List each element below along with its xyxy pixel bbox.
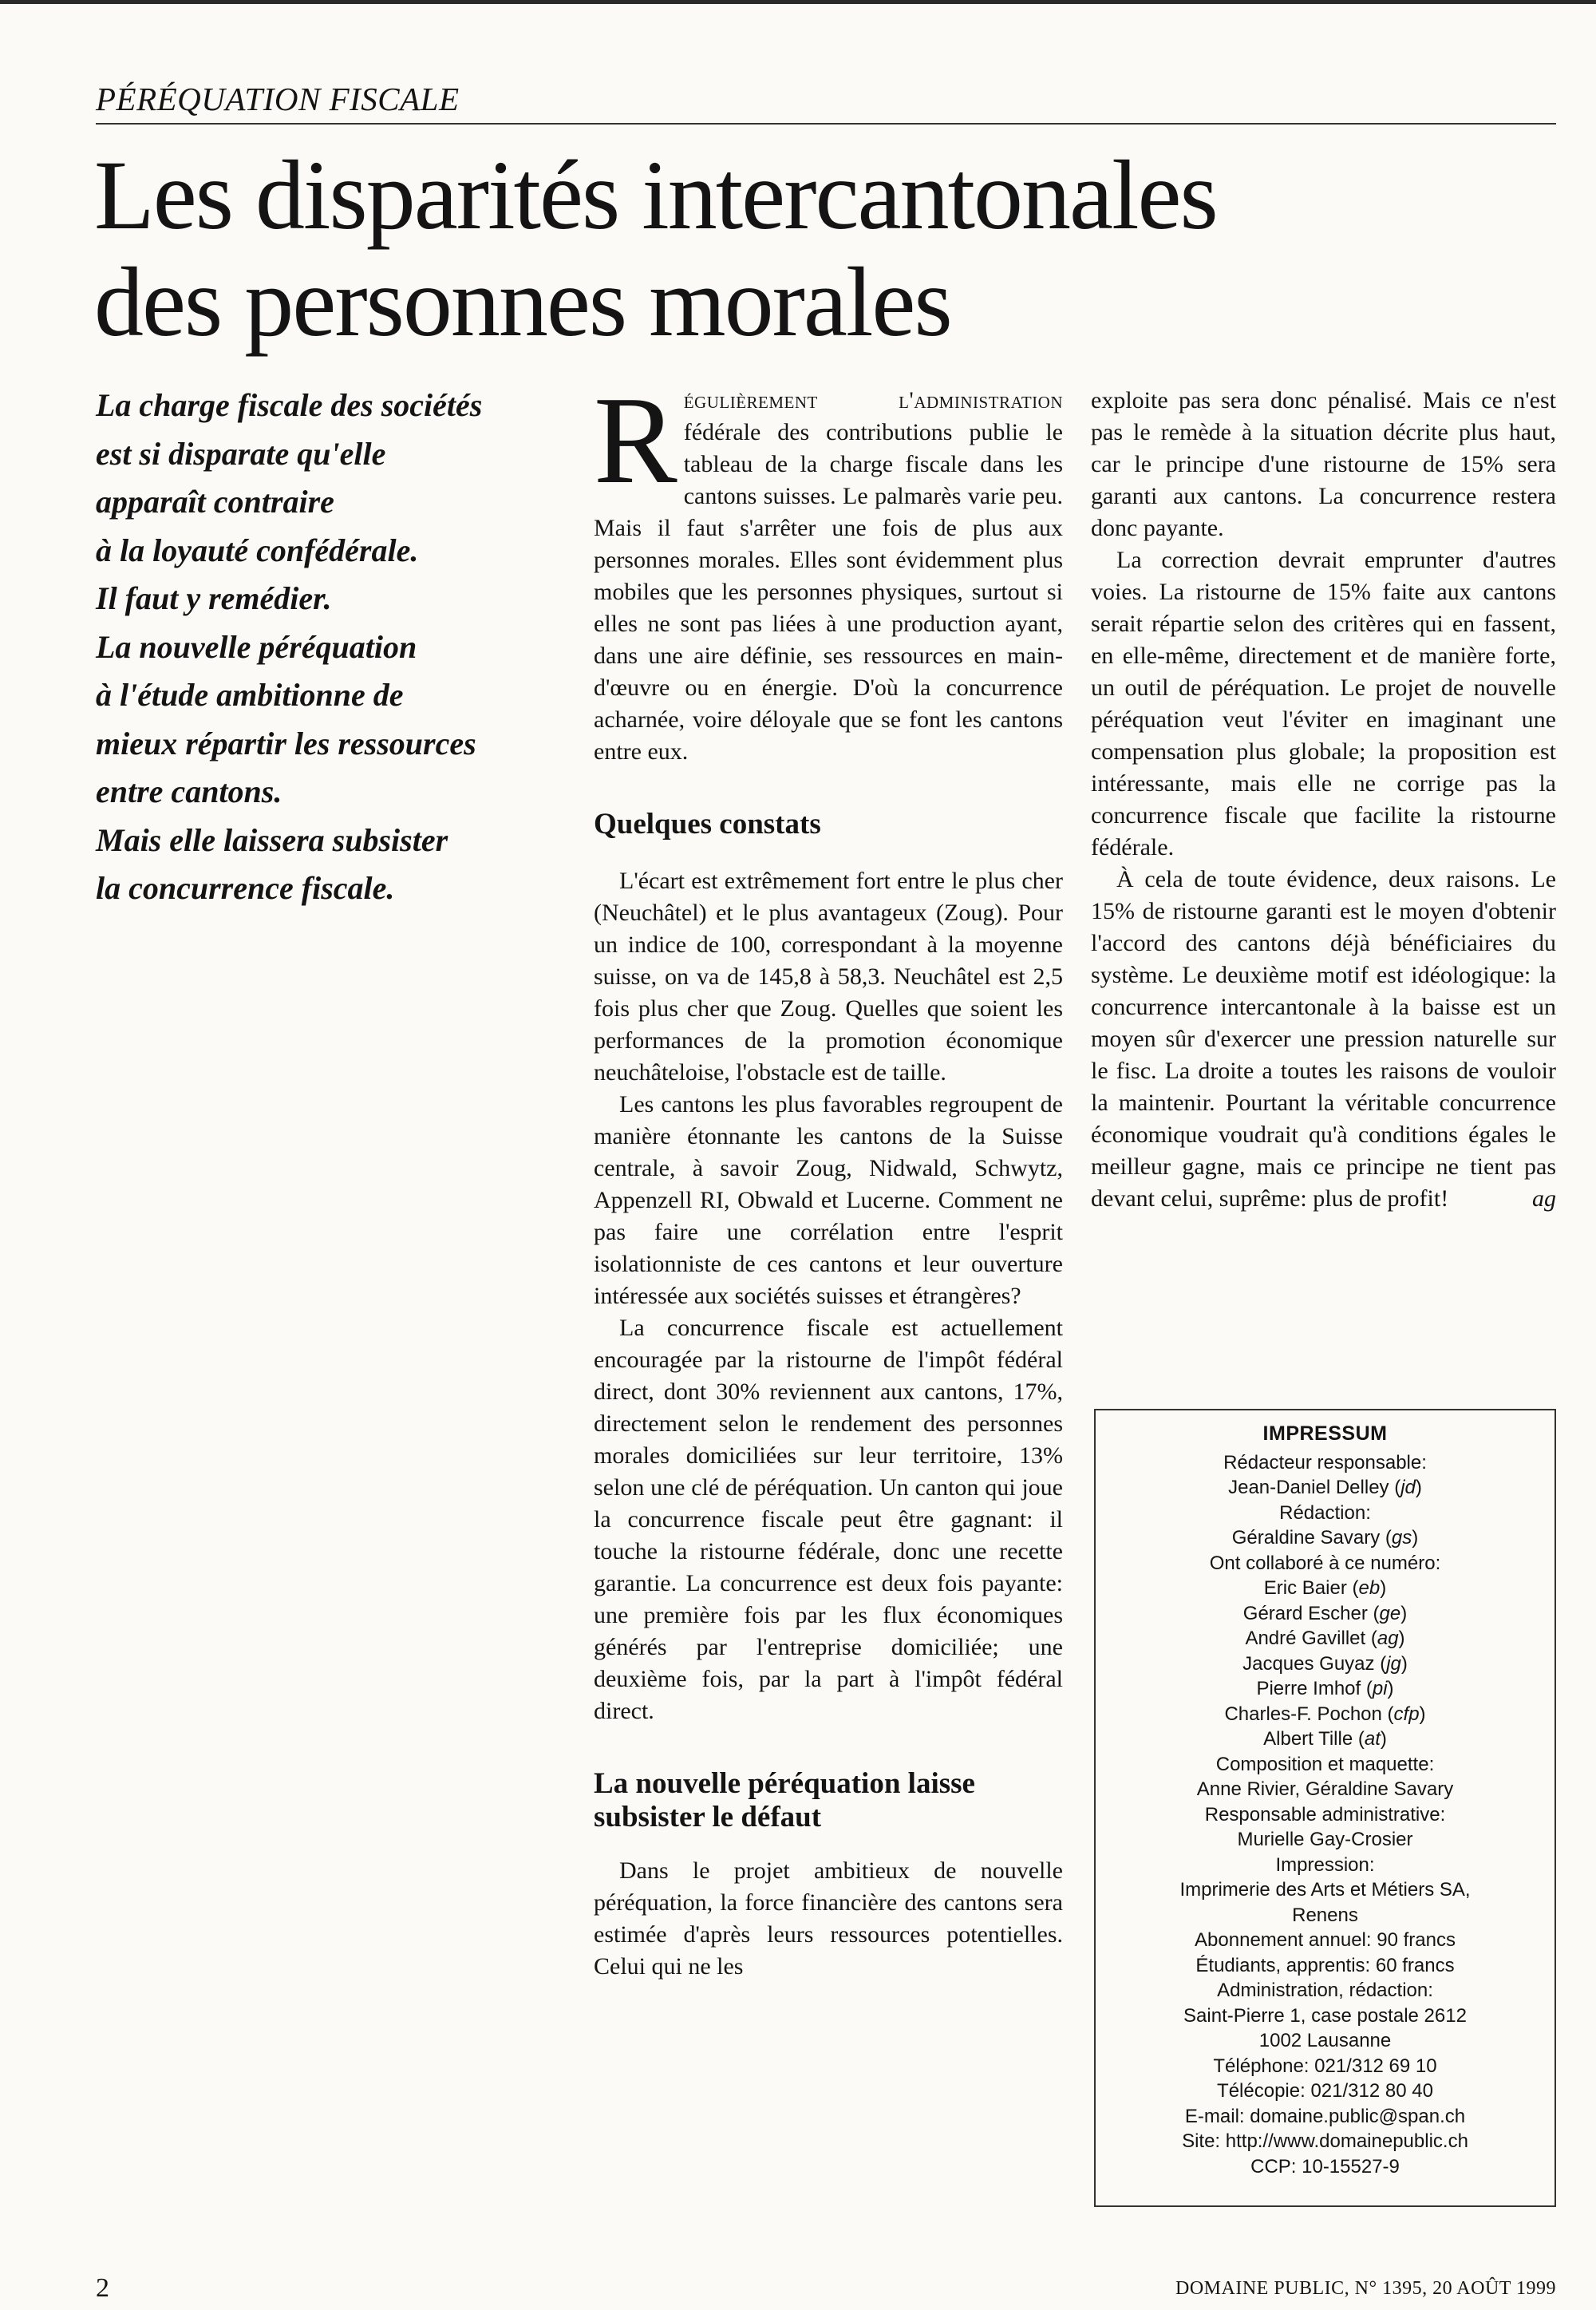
impressum-label: Responsable administrative: xyxy=(1204,1803,1446,1825)
impressum-fax: Télécopie: 021/312 80 40 xyxy=(1217,2080,1433,2102)
headline-line-1: Les disparités intercantonales xyxy=(94,140,1217,250)
page-number: 2 xyxy=(96,2273,109,2303)
article-column-3 xyxy=(1091,385,1556,1215)
impressum-entry: Jacques Guyaz (jg) xyxy=(1242,1652,1408,1675)
impressum-entry: Charles-F. Pochon (cfp) xyxy=(1224,1703,1426,1725)
author-signature: ag xyxy=(1532,1185,1556,1212)
impressum-entry: Renens xyxy=(1292,1904,1358,1926)
impressum-entry: Murielle Gay-Crosier xyxy=(1237,1829,1413,1850)
article-paragraph-2: L'écart est extrêmement fort entre le plus cher (Neuchâtel) et le plus avantageux (Zoug). Pour un indice de 100, correspondant à la moyenne suisse, on va de 145,8 à 58,3. Neuchâtel est 2,5 fois plus cher que Zoug. Quelles que soient les performances de la promotion économique neuchâteloise, l'obstacle est de taille. xyxy=(594,868,1063,1086)
lead-line: Mais elle laissera subsister xyxy=(96,821,448,858)
impressum-label: Impression: xyxy=(1275,1853,1375,1876)
impressum-label: Composition et maquette: xyxy=(1215,1753,1435,1775)
lead-line: à la loyauté confédérale. xyxy=(96,532,419,568)
impressum-email: E-mail: domaine.public@span.ch xyxy=(1184,2105,1466,2127)
impressum-site: Site: http://www.domainepublic.ch xyxy=(1182,2130,1468,2152)
impressum-entry: Abonnement annuel: 90 francs xyxy=(1195,1929,1456,1951)
impressum-entry: Saint-Pierre 1, case postale 2612 xyxy=(1183,2004,1467,2027)
drop-cap: R xyxy=(594,370,678,509)
impressum-entry: Gérard Escher (ge) xyxy=(1242,1602,1408,1624)
top-rule xyxy=(0,0,1596,4)
impressum-entry: Géraldine Savary (gs) xyxy=(1231,1527,1419,1549)
impressum-entry: Étudiants, apprentis: 60 francs xyxy=(1195,1954,1455,1976)
headline-line-2: des personnes morales xyxy=(94,247,951,357)
article-paragraph-3: Les cantons les plus favorables regroupent de manière étonnante les cantons de la Suisse centrale, à savoir Zoug, Nidwald, Schwytz, Appenzell RI, Obwald et Lucerne. Comment ne pas faire une corrélation entre l'esprit isolationniste de ces cantons et leur ouverture intéressée aux sociétés suisses et étrangères? xyxy=(594,1091,1063,1309)
article-paragraph-7: La correction devrait emprunter d'autres voies. La ristourne de 15% faite aux cantons serait répartie selon des critères qui en fassent, en elle-même, directement et de manière forte, un outil de péréquation. Le projet de nouvelle péréquation veut l'éviter en imaginant une compensation plus globale; la proposition est intéressante, mais elle ne corrige pas la concurrence fiscale que facilite la ristourne fédérale. xyxy=(1091,547,1556,860)
impressum-title: IMPRESSUM xyxy=(1262,1422,1388,1445)
impressum-entry: Eric Baier (eb) xyxy=(1263,1577,1387,1599)
impressum-entry: Albert Tille (at) xyxy=(1263,1728,1387,1750)
lead-line: apparaît contraire xyxy=(96,484,334,520)
impressum-phone: Téléphone: 021/312 69 10 xyxy=(1213,2055,1437,2077)
article-paragraph-5: Dans le projet ambitieux de nouvelle péréquation, la force financière des cantons sera estimée d'après leurs ressources potentielles. Celui qui ne les xyxy=(594,1857,1063,1980)
impressum-entry: André Gavillet (ag) xyxy=(1245,1628,1405,1649)
paragraph-text: fédérale des contributions publie le tableau de la charge fiscale dans les cantons suisses. Le palmarès varie peu. Mais il faut s'arrêter une fois de plus aux personnes morales. Elles sont évidemment plus mobiles que les personnes physiques, surtout si elles ne sont pas liées à une production ayant, dans une aire définie, ses ressources en main-d'œuvre ou en énergie. D'où la concurrence acharnée, voire déloyale que se font les cantons entre eux. xyxy=(594,419,1063,765)
lead-line: est si disparate qu'elle xyxy=(96,435,386,472)
impressum-ccp: CCP: 10-15527-9 xyxy=(1250,2155,1400,2177)
lead-line: mieux répartir les ressources xyxy=(96,725,476,761)
subhead-nouvelle-perequation: La nouvelle péréquation laisse subsister le défaut xyxy=(594,1767,975,1833)
lead-line: Il faut y remédier. xyxy=(96,580,332,616)
paragraph-text: À cela de toute évidence, deux raisons. Le 15% de ristourne garanti est le moyen d'obtenir l'accord des cantons déjà bénéficiaires du système. Le deuxième motif est idéologique: la concurrence intercantonale à la baisse est un moyen sûr d'exercer une pression naturelle sur le fisc. La droite a toutes les raisons de vouloir la maintenir. Pourtant la véritable concurrence économique voudrait qu'à conditions égales le meilleur gagne, mais ce principe ne tient pas devant celui, suprême: plus de profit! xyxy=(1091,866,1556,1212)
article-paragraph-6: exploite pas sera donc pénalisé. Mais ce n'est pas le remède à la situation décrite plus haut, car le principe d'une ristourne de 15% sera garanti aux cantons. La concurrence restera donc payante. xyxy=(1091,387,1556,541)
lead-line: La nouvelle péréquation xyxy=(96,628,417,665)
article-paragraph-4: La concurrence fiscale est actuellement encouragée par la ristourne de l'impôt fédéral direct, dont 30% reviennent aux cantons, 17%, directement selon le rendement des personnes morales domiciliées sur leur territoire, 13% selon une clé de péréquation. Un canton qui joue la concurrence fiscale peut être gagnant: il touche la ristourne fédérale, donc une recette garantie. La concurrence est deux fois payante: une première fois par les flux économiques générés par l'entreprise domiciliée; une deuxième fois, par la part à l'impôt fédéral direct. xyxy=(594,1315,1063,1724)
lead-line: à l'étude ambitionne de xyxy=(96,677,404,713)
headline xyxy=(94,142,1547,356)
article-paragraph-8 xyxy=(1091,864,1556,1215)
impressum-label: Rédaction: xyxy=(1279,1501,1371,1524)
subhead-quelques-constats: Quelques constats xyxy=(594,808,821,841)
impressum-label: Administration, rédaction: xyxy=(1217,1980,1433,2001)
impressum-entry: Jean-Daniel Delley (jd) xyxy=(1228,1477,1422,1498)
impressum-entry: Anne Rivier, Géraldine Savary xyxy=(1196,1778,1454,1800)
lead-line: la concurrence fiscale. xyxy=(96,870,395,906)
impressum-entry: Imprimerie des Arts et Métiers SA, xyxy=(1179,1879,1471,1901)
lead-paragraph xyxy=(96,382,575,913)
opening-smallcaps: égulièrement l'administration xyxy=(683,387,1063,413)
impressum-label: Rédacteur responsable: xyxy=(1223,1451,1427,1473)
lead-line: entre cantons. xyxy=(96,773,282,809)
impressum-entry: Pierre Imhof (pi) xyxy=(1256,1678,1394,1699)
lead-line: La charge fiscale des sociétés xyxy=(96,387,483,423)
publication-footer: DOMAINE PUBLIC, N° 1395, 20 AOÛT 1999 xyxy=(1175,2278,1556,2299)
section-rubric: PÉRÉQUATION FISCALE xyxy=(96,80,1556,125)
impressum-box xyxy=(1094,1409,1556,2207)
impressum-entry: 1002 Lausanne xyxy=(1258,2030,1392,2051)
article-paragraph-1 xyxy=(594,370,1063,768)
impressum-label: Ont collaboré à ce numéro: xyxy=(1209,1552,1441,1574)
article-column-2 xyxy=(594,370,1063,1983)
